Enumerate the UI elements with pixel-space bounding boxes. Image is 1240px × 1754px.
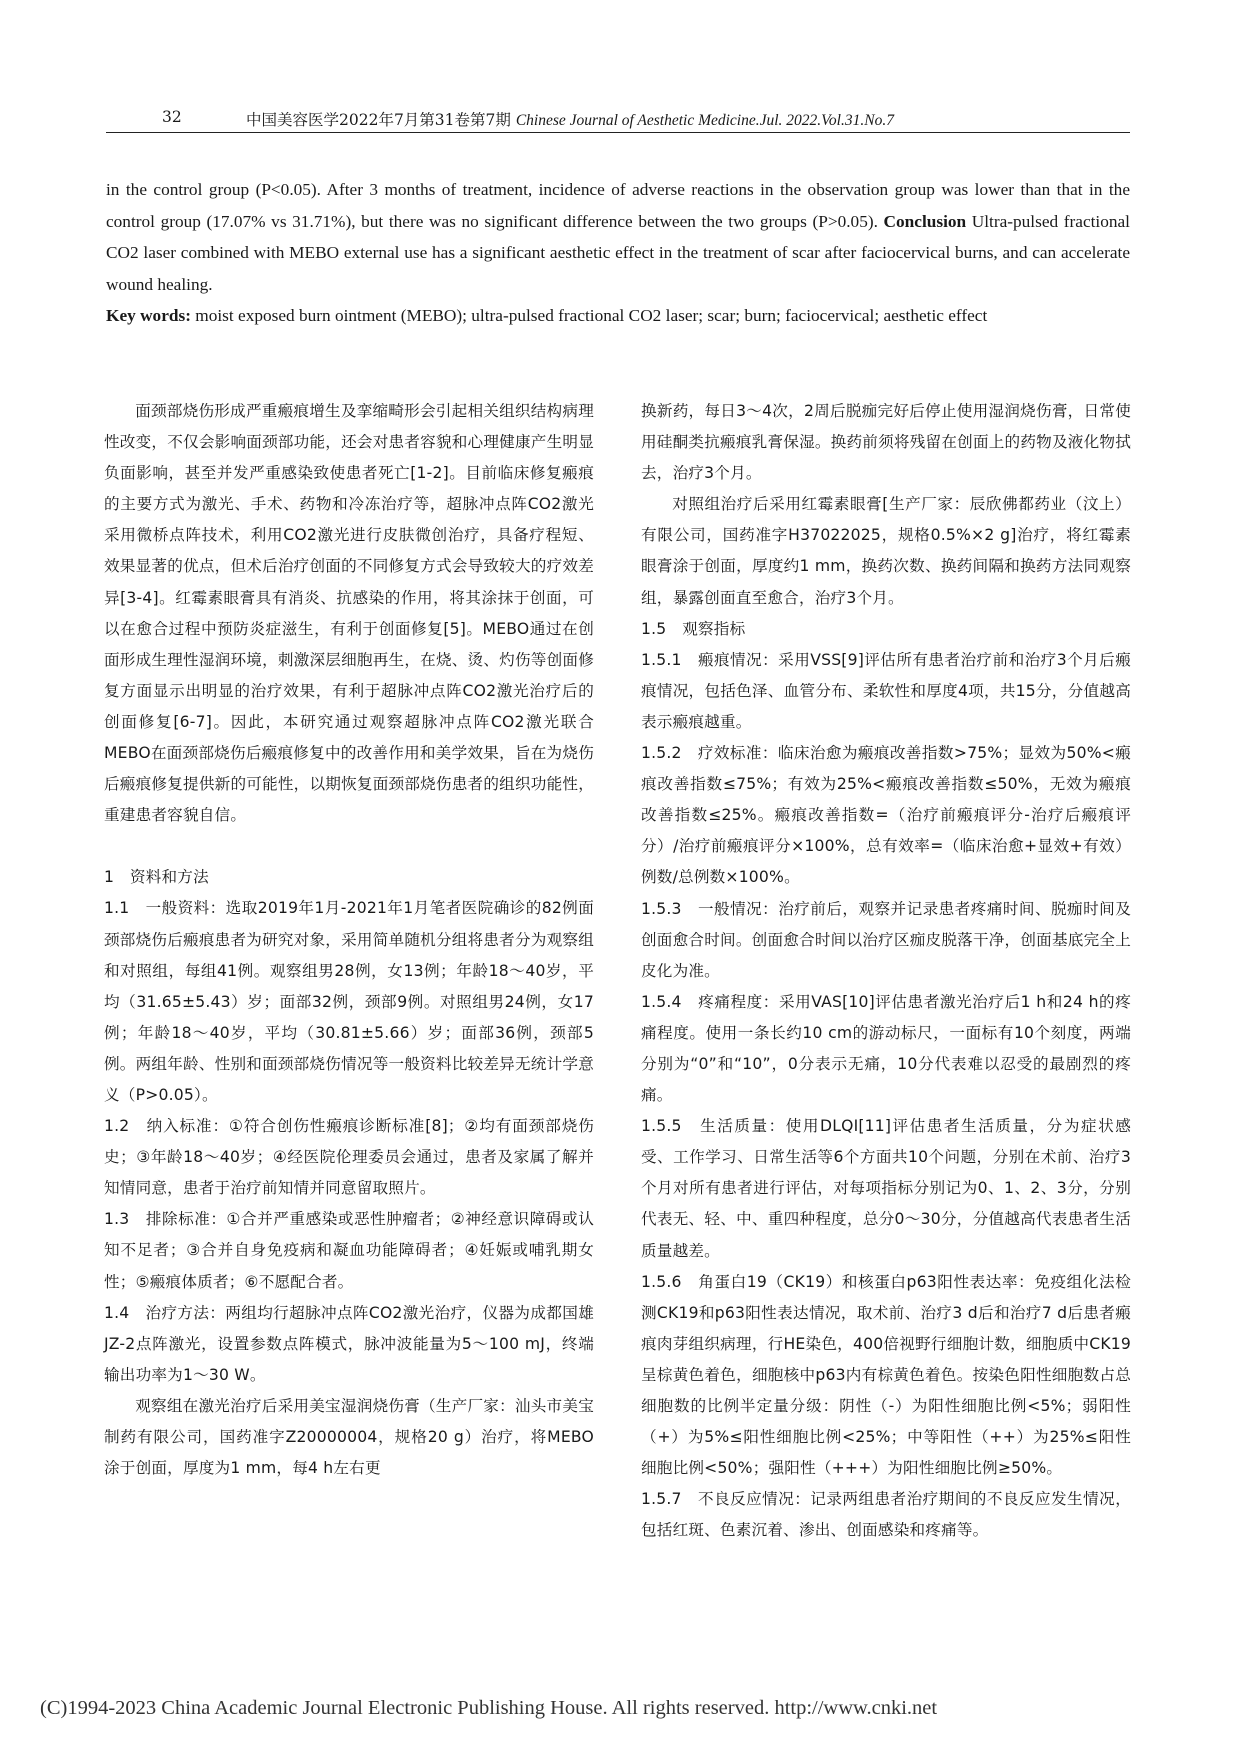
- section-1-5-1: 1.5.1 瘢痕情况：采用VSS[9]评估所有患者治疗前和治疗3个月后瘢痕情况，包括色泽、血管分布、柔软性和厚度4项，共15分，分值越高表示瘢痕越重。: [641, 650, 1131, 731]
- keywords: [106, 300, 1130, 332]
- section-1-5-5: 1.5.5 生活质量：使用DLQI[11]评估患者生活质量，分为症状感受、工作学习、日常生活等6个方面共10个问题，分别在术前、治疗3个月对所有患者进行评估，对每项指标分别记为0、1、2、3分，分别代表无、轻、中、重四种程度，总分0～30分，分值越高代表患者生活质量越差。: [641, 1117, 1131, 1260]
- conclusion-label: Conclusion: [883, 211, 967, 231]
- abstract-english: [106, 174, 1130, 332]
- journal-title-en: Chinese Journal of Aesthetic Medicine.Jul. 2022.Vol.31.No.7: [515, 112, 894, 129]
- header-divider: [106, 132, 1130, 133]
- section-1-3: 1.3 排除标准：①合并严重感染或恶性肿瘤者；②神经意识障碍或认知不足者；③合并自身免疫病和凝血功能障碍者；④妊娠或哺乳期女性；⑤瘢痕体质者；⑥不愿配合者。: [104, 1210, 594, 1291]
- journal-title: [246, 108, 894, 130]
- intro-paragraph: 面颈部烧伤形成严重瘢痕增生及挛缩畸形会引起相关组织结构病理性改变，不仅会影响面颈部功能，还会对患者容貌和心理健康产生明显负面影响，甚至并发严重感染致使患者死亡[1-2]。目前临床修复瘢痕的主要方式为激光、手术、药物和冷冻治疗等，超脉冲点阵CO2激光采用微桥点阵技术，利用CO2激光进行皮肤微创治疗，具备疗程短、效果显著的优点，但术后治疗创面的不同修复方式会导致较大的疗效差异[3-4]。红霉素眼膏具有消炎、抗感染的作用，将其涂抹于创面，可以在愈合过程中预防炎症滋生，有利于创面修复[5]。MEBO通过在创面形成生理性湿润环境，刺激深层细胞再生，在烧、烫、灼伤等创面修复方面显示出明显的治疗效果，有利于超脉冲点阵CO2激光治疗后的创面修复[6-7]。因此，本研究通过观察超脉冲点阵CO2激光联合MEBO在面颈部烧伤后瘢痕修复中的改善作用和美学效果，旨在为烧伤后瘢痕修复提供新的可能性，以期恢复面颈部烧伤患者的组织功能性，重建患者容貌自信。: [104, 402, 594, 825]
- section-1-4-observation: 观察组在激光治疗后采用美宝湿润烧伤膏（生产厂家：汕头市美宝制药有限公司，国药准字Z20000004，规格20 g）治疗，将MEBO涂于创面，厚度为1 mm，每4 h左右更: [104, 1396, 594, 1478]
- control-group-treatment: 对照组治疗后采用红霉素眼膏[生产厂家：辰欣佛都药业（汶上）有限公司，国药准字H37022025，规格0.5%×2 g]治疗，将红霉素眼膏涂于创面，厚度约1 mm，换药次数、换药间隔和换药方法同观察组，暴露创面直至愈合，治疗3个月。: [641, 495, 1131, 607]
- section-1-5-2: 1.5.2 疗效标准：临床治愈为瘢痕改善指数>75%；显效为50%<瘢痕改善指数≤75%；有效为25%<瘢痕改善指数≤50%，无效为瘢痕改善指数≤25%。瘢痕改善指数=（治疗前瘢痕评分-治疗后瘢痕评分）/治疗前瘢痕评分×100%，总有效率=（临床治愈+显效+有效）例数/总例数×100%。: [641, 744, 1131, 887]
- observation-continued: 换新药，每日3～4次，2周后脱痂完好后停止使用湿润烧伤膏，日常使用硅酮类抗瘢痕乳膏保湿。换药前须将残留在创面上的药物及液化物拭去，治疗3个月。: [641, 402, 1131, 483]
- page-number: 32: [162, 108, 182, 126]
- section-1-2: 1.2 纳入标准：①符合创伤性瘢痕诊断标准[8]；②均有面颈部烧伤史；③年龄18～40岁；④经医院伦理委员会通过，患者及家属了解并知情同意，患者于治疗前知情并同意留取照片。: [104, 1117, 594, 1198]
- section-1-5-6: 1.5.6 角蛋白19（CK19）和核蛋白p63阳性表达率：免疫组化法检测CK19和p63阳性表达情况，取术前、治疗3 d后和治疗7 d后患者瘢痕肉芽组织病理，行HE染色，400倍视野行细胞计数，细胞质中CK19呈棕黄色着色，细胞核中p63内有棕黄色着色。按染色阳性细胞数占总细胞数的比例半定量分级：阴性（-）为阳性细胞比例<5%；弱阳性（+）为5%≤阳性细胞比例<25%；中等阳性（++）为25%≤阳性细胞比例<50%；强阳性（+++）为阳性细胞比例≥50%。: [641, 1272, 1131, 1478]
- keywords-label: Key words:: [106, 306, 191, 325]
- abstract-results: in the control group (P<0.05). After 3 months of treatment, incidence of adverse reactions in the observation group was lower than that in the control group (17.07% vs 31.71%), but there was no significant difference between the two groups (P>0.05).: [106, 180, 1130, 231]
- copyright-footer: (C)1994-2023 China Academic Journal Electronic Publishing House. All rights reserved. http://www.cnki.net: [40, 1697, 938, 1719]
- section-1-5-7: 1.5.7 不良反应情况：记录两组患者治疗期间的不良反应发生情况，包括红斑、色素沉着、渗出、创面感染和疼痛等。: [641, 1490, 1131, 1540]
- abstract-conclusion: Ultra-pulsed fractional CO2 laser combined with MEBO external use has a significant aesthetic effect in the treatment of scar after faciocervical burns, and can accelerate wound healing.: [106, 211, 1130, 294]
- keywords-text: moist exposed burn ointment (MEBO); ultra-pulsed fractional CO2 laser; scar; burn; faciocervical; aesthetic effect: [195, 306, 988, 325]
- journal-title-cn: 中国美容医学2022年7月第31卷第7期: [246, 111, 511, 129]
- section-1-1: 1.1 一般资料：选取2019年1月-2021年1月笔者医院确诊的82例面颈部烧伤后瘢痕患者为研究对象，采用简单随机分组将患者分为观察组和对照组，每组41例。观察组男28例，女13例；年龄18～40岁，平均（31.65±5.43）岁；面部32例，颈部9例。对照组男24例，女17例；年龄18～40岁，平均（30.81±5.66）岁；面部36例，颈部5例。两组年龄、性别和面颈部烧伤情况等一般资料比较差异无统计学意义（P>0.05）。: [104, 899, 594, 1104]
- right-column: [641, 396, 1131, 1546]
- running-header: [106, 104, 1130, 134]
- section-1-5: 1.5 观察指标: [641, 619, 746, 638]
- section-1-5-3: 1.5.3 一般情况：治疗前后，观察并记录患者疼痛时间、脱痂时间及创面愈合时间。创面愈合时间以治疗区痂皮脱落干净，创面基底完全上皮化为准。: [641, 899, 1131, 980]
- section-1-5-4: 1.5.4 疼痛程度：采用VAS[10]评估患者激光治疗后1 h和24 h的疼痛程度。使用一条长约10 cm的游动标尺，一面标有10个刻度，两端分别为“0”和“10”，0分表示无痛，10分代表难以忍受的最剧烈的疼痛。: [641, 992, 1131, 1105]
- abstract-results-conclusion: [106, 174, 1130, 300]
- section-1-4: 1.4 治疗方法：两组均行超脉冲点阵CO2激光治疗，仪器为成都国雄JZ-2点阵激光，设置参数点阵模式，脉冲波能量为5～100 mJ，终端输出功率为1～30 W。: [104, 1303, 594, 1384]
- section-heading-methods: 1 资料和方法: [104, 868, 209, 887]
- left-column: [104, 396, 594, 1484]
